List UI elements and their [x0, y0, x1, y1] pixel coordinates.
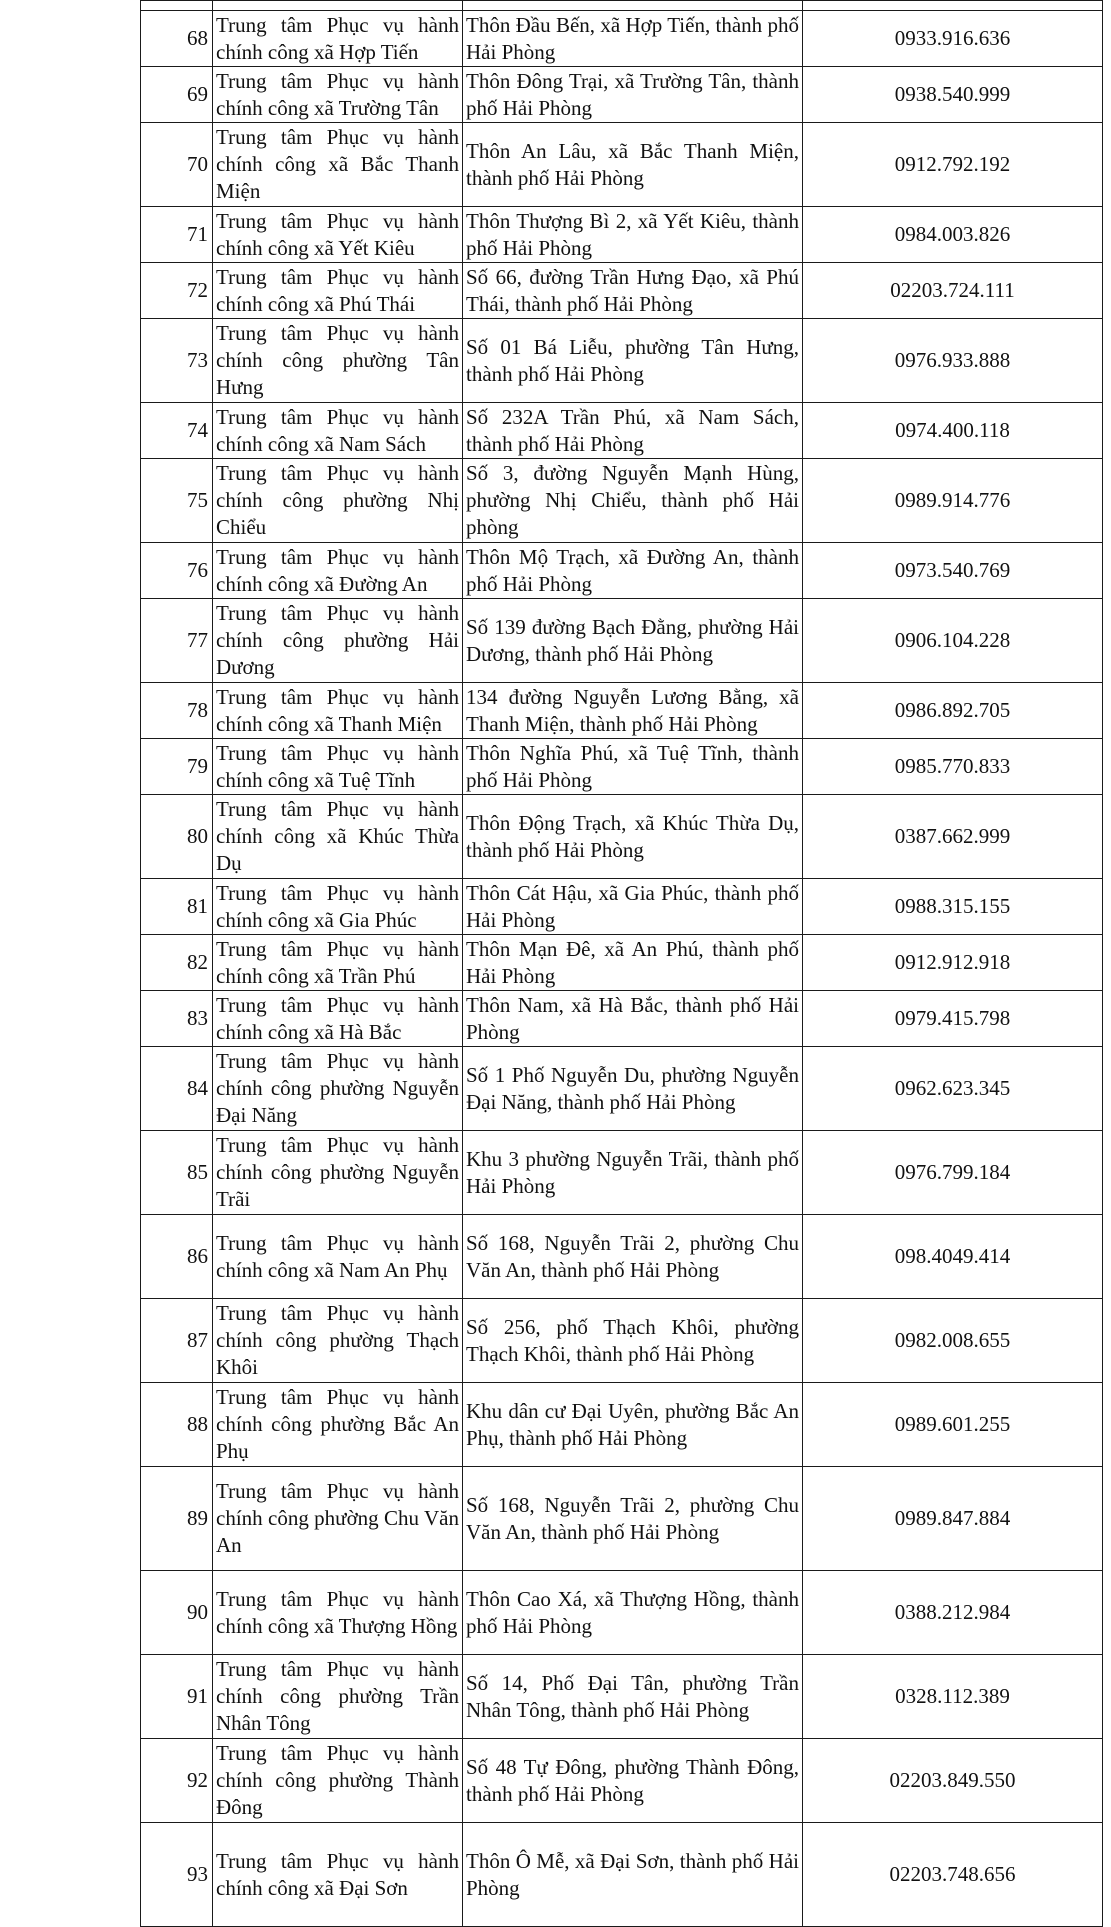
row-number: 89	[141, 1467, 213, 1571]
row-number: 71	[141, 207, 213, 263]
row-number: 76	[141, 543, 213, 599]
row-number: 92	[141, 1739, 213, 1823]
center-address: Số 01 Bá Liễu, phường Tân Hưng, thành phố Hải Phòng	[463, 319, 803, 403]
center-name: Trung tâm Phục vụ hành chính công phường Bắc An Phụ	[213, 1383, 463, 1467]
center-phone: 0989.914.776	[803, 459, 1103, 543]
center-address: Số 14, Phố Đại Tân, phường Trần Nhân Tông, thành phố Hải Phòng	[463, 1655, 803, 1739]
row-number: 73	[141, 319, 213, 403]
center-phone: 0933.916.636	[803, 11, 1103, 67]
table-row	[141, 1571, 1103, 1655]
center-address: Khu 3 phường Nguyễn Trãi, thành phố Hải Phòng	[463, 1131, 803, 1215]
clipped-cell	[141, 1, 213, 11]
row-number: 81	[141, 879, 213, 935]
center-name: Trung tâm Phục vụ hành chính công xã Hợp Tiến	[213, 11, 463, 67]
center-address: Thôn Mạn Đê, xã An Phú, thành phố Hải Phòng	[463, 935, 803, 991]
row-number: 80	[141, 795, 213, 879]
center-phone: 0976.933.888	[803, 319, 1103, 403]
center-address: Thôn Đông Trại, xã Trường Tân, thành phố Hải Phòng	[463, 67, 803, 123]
table-row	[141, 1655, 1103, 1739]
table-row	[141, 319, 1103, 403]
clipped-cell	[213, 1, 463, 11]
center-phone: 0985.770.833	[803, 739, 1103, 795]
table-row	[141, 1299, 1103, 1383]
center-phone: 0974.400.118	[803, 403, 1103, 459]
center-phone: 0962.623.345	[803, 1047, 1103, 1131]
table-row	[141, 1383, 1103, 1467]
center-name: Trung tâm Phục vụ hành chính công xã Đường An	[213, 543, 463, 599]
row-number: 83	[141, 991, 213, 1047]
center-address: Thôn An Lâu, xã Bắc Thanh Miện, thành phố Hải Phòng	[463, 123, 803, 207]
center-phone: 0973.540.769	[803, 543, 1103, 599]
center-name: Trung tâm Phục vụ hành chính công phường Thạch Khôi	[213, 1299, 463, 1383]
table-row	[141, 403, 1103, 459]
center-phone: 0388.212.984	[803, 1571, 1103, 1655]
row-number: 88	[141, 1383, 213, 1467]
center-name: Trung tâm Phục vụ hành chính công xã Gia Phúc	[213, 879, 463, 935]
row-number: 91	[141, 1655, 213, 1739]
center-name: Trung tâm Phục vụ hành chính công phường Chu Văn An	[213, 1467, 463, 1571]
table-row	[141, 543, 1103, 599]
row-number: 74	[141, 403, 213, 459]
table-row	[141, 1739, 1103, 1823]
table-row	[141, 739, 1103, 795]
center-name: Trung tâm Phục vụ hành chính công phường Hải Dương	[213, 599, 463, 683]
table-body	[141, 1, 1103, 1927]
center-address: Thôn Cát Hậu, xã Gia Phúc, thành phố Hải Phòng	[463, 879, 803, 935]
row-number: 69	[141, 67, 213, 123]
row-number: 77	[141, 599, 213, 683]
table-row	[141, 207, 1103, 263]
row-number: 82	[141, 935, 213, 991]
center-name: Trung tâm Phục vụ hành chính công phường Nhị Chiểu	[213, 459, 463, 543]
row-number: 78	[141, 683, 213, 739]
center-address: Thôn Nam, xã Hà Bắc, thành phố Hải Phòng	[463, 991, 803, 1047]
table-row	[141, 1823, 1103, 1927]
center-name: Trung tâm Phục vụ hành chính công phường Thành Đông	[213, 1739, 463, 1823]
center-phone: 0906.104.228	[803, 599, 1103, 683]
center-name: Trung tâm Phục vụ hành chính công phường Tân Hưng	[213, 319, 463, 403]
center-address: Số 256, phố Thạch Khôi, phường Thạch Khôi, thành phố Hải Phòng	[463, 1299, 803, 1383]
center-phone: 0984.003.826	[803, 207, 1103, 263]
center-phone: 0986.892.705	[803, 683, 1103, 739]
row-number: 87	[141, 1299, 213, 1383]
center-phone: 02203.724.111	[803, 263, 1103, 319]
center-name: Trung tâm Phục vụ hành chính công phường Nguyễn Trãi	[213, 1131, 463, 1215]
center-address: Thôn Động Trạch, xã Khúc Thừa Dụ, thành phố Hải Phòng	[463, 795, 803, 879]
table-row	[141, 263, 1103, 319]
center-phone: 0976.799.184	[803, 1131, 1103, 1215]
center-name: Trung tâm Phục vụ hành chính công xã Bắc Thanh Miện	[213, 123, 463, 207]
center-name: Trung tâm Phục vụ hành chính công xã Tuệ Tĩnh	[213, 739, 463, 795]
center-name: Trung tâm Phục vụ hành chính công xã Thanh Miện	[213, 683, 463, 739]
center-phone: 0912.912.918	[803, 935, 1103, 991]
center-address: Số 3, đường Nguyễn Mạnh Hùng, phường Nhị Chiểu, thành phố Hải phòng	[463, 459, 803, 543]
table-row	[141, 935, 1103, 991]
center-name: Trung tâm Phục vụ hành chính công xã Nam Sách	[213, 403, 463, 459]
center-address: Khu dân cư Đại Uyên, phường Bắc An Phụ, thành phố Hải Phòng	[463, 1383, 803, 1467]
center-address: Số 48 Tự Đông, phường Thành Đông, thành phố Hải Phòng	[463, 1739, 803, 1823]
table-row	[141, 879, 1103, 935]
center-phone: 0387.662.999	[803, 795, 1103, 879]
center-address: Thôn Mộ Trạch, xã Đường An, thành phố Hải Phòng	[463, 543, 803, 599]
center-address: Thôn Cao Xá, xã Thượng Hồng, thành phố Hải Phòng	[463, 1571, 803, 1655]
center-name: Trung tâm Phục vụ hành chính công xã Phú Thái	[213, 263, 463, 319]
center-address: Số 168, Nguyễn Trãi 2, phường Chu Văn An, thành phố Hải Phòng	[463, 1215, 803, 1299]
center-address: Thôn Ô Mễ, xã Đại Sơn, thành phố Hải Phòng	[463, 1823, 803, 1927]
clipped-cell	[463, 1, 803, 11]
center-phone: 0989.601.255	[803, 1383, 1103, 1467]
row-number: 86	[141, 1215, 213, 1299]
table-row	[141, 795, 1103, 879]
center-name: Trung tâm Phục vụ hành chính công xã Thượng Hồng	[213, 1571, 463, 1655]
center-phone: 0938.540.999	[803, 67, 1103, 123]
row-number: 75	[141, 459, 213, 543]
row-number: 70	[141, 123, 213, 207]
row-number: 93	[141, 1823, 213, 1927]
row-number: 90	[141, 1571, 213, 1655]
center-phone: 0988.315.155	[803, 879, 1103, 935]
center-address: Thôn Đầu Bến, xã Hợp Tiến, thành phố Hải Phòng	[463, 11, 803, 67]
table-row	[141, 459, 1103, 543]
table-row	[141, 991, 1103, 1047]
center-address: 134 đường Nguyễn Lương Bằng, xã Thanh Miện, thành phố Hải Phòng	[463, 683, 803, 739]
center-name: Trung tâm Phục vụ hành chính công xã Hà Bắc	[213, 991, 463, 1047]
table-row	[141, 1467, 1103, 1571]
row-number: 85	[141, 1131, 213, 1215]
center-phone: 0979.415.798	[803, 991, 1103, 1047]
center-address: Số 1 Phố Nguyễn Du, phường Nguyễn Đại Năng, thành phố Hải Phòng	[463, 1047, 803, 1131]
center-address: Thôn Thượng Bì 2, xã Yết Kiêu, thành phố Hải Phòng	[463, 207, 803, 263]
table-row	[141, 123, 1103, 207]
center-phone: 0982.008.655	[803, 1299, 1103, 1383]
center-phone: 0912.792.192	[803, 123, 1103, 207]
table-row	[141, 1215, 1103, 1299]
center-address: Số 139 đường Bạch Đằng, phường Hải Dương, thành phố Hải Phòng	[463, 599, 803, 683]
center-phone: 0328.112.389	[803, 1655, 1103, 1739]
table-row	[141, 11, 1103, 67]
center-address: Thôn Nghĩa Phú, xã Tuệ Tĩnh, thành phố Hải Phòng	[463, 739, 803, 795]
center-address: Số 168, Nguyễn Trãi 2, phường Chu Văn An, thành phố Hải Phòng	[463, 1467, 803, 1571]
center-phone: 0989.847.884	[803, 1467, 1103, 1571]
table-row	[141, 1131, 1103, 1215]
clipped-cell	[803, 1, 1103, 11]
center-name: Trung tâm Phục vụ hành chính công xã Đại Sơn	[213, 1823, 463, 1927]
center-address: Số 232A Trần Phú, xã Nam Sách, thành phố Hải Phòng	[463, 403, 803, 459]
center-name: Trung tâm Phục vụ hành chính công phường Trần Nhân Tông	[213, 1655, 463, 1739]
table-row	[141, 67, 1103, 123]
center-name: Trung tâm Phục vụ hành chính công xã Yết Kiêu	[213, 207, 463, 263]
center-name: Trung tâm Phục vụ hành chính công xã Trường Tân	[213, 67, 463, 123]
row-number: 79	[141, 739, 213, 795]
center-name: Trung tâm Phục vụ hành chính công xã Trần Phú	[213, 935, 463, 991]
center-phone: 02203.748.656	[803, 1823, 1103, 1927]
table-row	[141, 1047, 1103, 1131]
row-number: 68	[141, 11, 213, 67]
service-center-table	[140, 0, 1103, 1927]
table-row	[141, 599, 1103, 683]
clipped-previous-row	[141, 1, 1103, 11]
center-phone: 098.4049.414	[803, 1215, 1103, 1299]
center-name: Trung tâm Phục vụ hành chính công phường Nguyễn Đại Năng	[213, 1047, 463, 1131]
row-number: 72	[141, 263, 213, 319]
row-number: 84	[141, 1047, 213, 1131]
center-name: Trung tâm Phục vụ hành chính công xã Nam An Phụ	[213, 1215, 463, 1299]
table-row	[141, 683, 1103, 739]
center-name: Trung tâm Phục vụ hành chính công xã Khúc Thừa Dụ	[213, 795, 463, 879]
center-phone: 02203.849.550	[803, 1739, 1103, 1823]
center-address: Số 66, đường Trần Hưng Đạo, xã Phú Thái, thành phố Hải Phòng	[463, 263, 803, 319]
